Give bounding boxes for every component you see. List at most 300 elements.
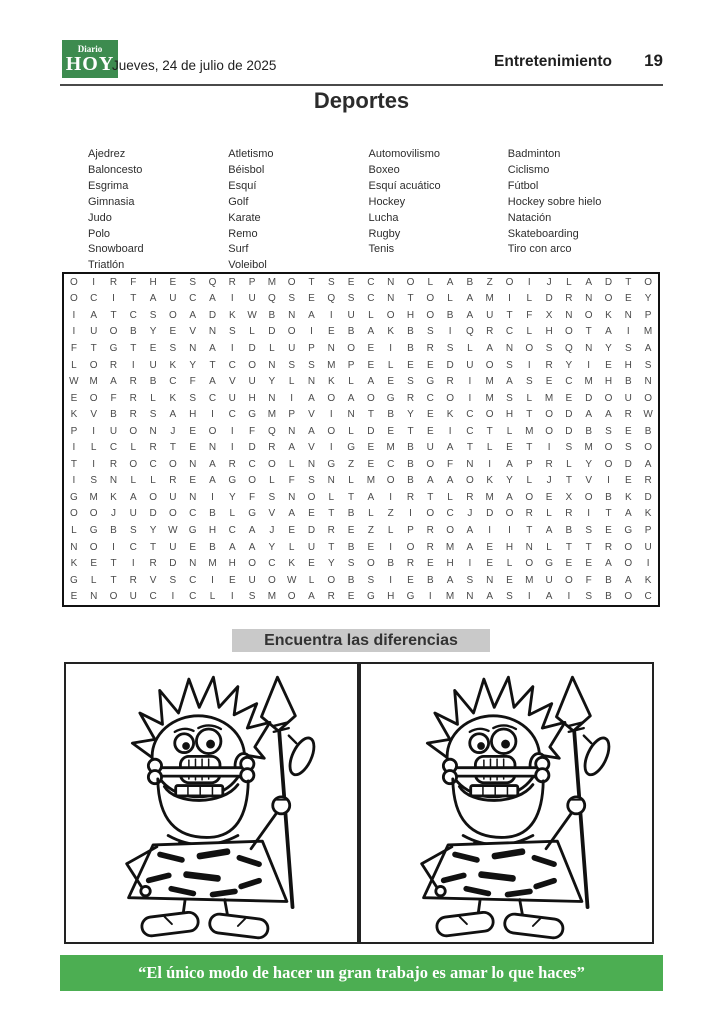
grid-cell: A [248,541,256,553]
grid-cell: D [248,342,256,354]
grid-cell: E [347,591,355,603]
word-list-column [369,147,508,274]
grid-cell: R [545,359,553,371]
grid-cell: T [209,359,216,371]
grid-cell: S [169,342,177,354]
grid-cell: A [446,475,454,487]
word-list-item: Polo [88,227,111,240]
grid-cell: L [387,359,394,371]
grid-cell: F [130,276,137,288]
grid-cell: P [70,425,78,437]
grid-cell: A [466,541,474,553]
grid-cell: O [268,574,276,586]
grid-cell: Y [327,558,335,570]
grid-cell: K [327,376,335,388]
grid-cell: C [189,293,197,305]
grid-cell: D [565,409,573,421]
grid-cell: I [587,359,591,371]
grid-cell: S [605,425,612,437]
grid-cell: O [287,326,296,338]
grid-cell: T [150,541,157,553]
grid-cell: N [189,491,197,503]
grid-cell: O [89,541,98,553]
page-number: 19 [644,51,663,70]
grid-cell: O [624,558,633,570]
grid-cell: S [228,326,236,338]
grid-cell: I [488,458,492,470]
grid-cell: I [112,541,115,553]
grid-cell: W [643,409,653,421]
grid-cell: R [129,409,137,421]
grid-cell: O [485,359,494,371]
grid-cell: R [268,442,276,454]
grid-cell: G [327,458,336,470]
grid-cell: R [446,376,454,388]
grid-cell: R [604,541,613,553]
grid-cell: B [407,458,414,470]
word-search-grid [64,274,658,605]
grid-cell: D [486,508,494,520]
grid-cell: T [169,442,176,454]
grid-cell: T [367,409,374,421]
grid-cell: K [70,558,78,570]
grid-cell: C [228,525,236,537]
grid-cell: R [486,326,494,338]
grid-cell: T [90,342,97,354]
grid-cell: C [565,376,573,388]
grid-cell: A [129,491,137,503]
grid-cell: L [288,376,295,388]
grid-cell: A [466,293,474,305]
grid-cell: Y [268,376,276,388]
grid-cell: T [70,458,77,470]
grid-cell: N [307,458,316,470]
grid-cell: H [248,392,256,404]
word-list-item: Voleibol [228,259,267,272]
grid-cell: O [89,392,98,404]
grid-cell: L [368,309,374,321]
word-list-item: Snowboard [88,243,144,256]
grid-cell: O [386,475,395,487]
grid-cell: N [70,541,78,553]
grid-cell: N [189,458,197,470]
grid-cell: I [211,409,214,421]
grid-cell: T [328,541,335,553]
grid-cell: A [209,376,216,388]
grid-cell: L [467,342,473,354]
word-search-box [62,272,660,607]
grid-cell: P [288,409,296,421]
grid-cell: I [72,309,76,321]
grid-cell: I [488,525,492,537]
grid-cell: V [228,376,236,388]
grid-cell: X [545,309,553,321]
grid-cell: D [446,359,454,371]
grid-cell: L [209,591,216,603]
grid-cell: E [426,409,434,421]
grid-cell: I [468,558,472,570]
grid-cell: S [189,392,197,404]
grid-cell: C [505,326,514,338]
grid-cell: O [644,442,652,454]
grid-cell: E [367,458,375,470]
grid-cell: L [526,326,533,338]
grid-cell: I [329,409,333,421]
grid-cell: E [189,425,197,437]
grid-cell: A [308,425,315,437]
grid-cell: B [446,309,454,321]
grid-cell: A [486,342,494,354]
grid-cell: N [327,475,335,487]
grid-cell: R [327,591,335,603]
grid-cell: F [585,574,592,586]
grid-cell: S [90,475,98,487]
grid-cell: A [209,458,216,470]
grid-cell: D [149,508,157,520]
grid-cell: L [447,293,453,305]
grid-cell: M [544,392,554,404]
grid-cell: E [565,392,573,404]
grid-cell: K [644,574,652,586]
grid-cell: D [169,558,177,570]
grid-cell: L [288,541,295,553]
grid-cell: S [446,342,454,354]
grid-cell: E [624,293,632,305]
grid-cell: I [409,508,412,520]
grid-cell: A [228,541,236,553]
grid-cell: R [426,342,434,354]
grid-cell: K [605,309,612,321]
grid-cell: M [584,376,593,388]
grid-cell: O [169,458,177,470]
grid-cell: E [387,376,395,388]
grid-cell: D [307,525,316,537]
grid-cell: I [527,359,531,371]
grid-cell: O [545,409,553,421]
grid-cell: I [329,309,333,321]
grid-cell: T [585,326,592,338]
grid-cell: O [109,326,118,338]
grid-cell: M [525,574,534,586]
grid-cell: H [149,276,157,288]
grid-cell: L [387,525,394,537]
grid-cell: U [248,574,256,586]
grid-cell: V [149,574,157,586]
grid-cell: I [607,475,610,487]
grid-cell: G [70,574,78,586]
grid-cell: M [485,293,494,305]
grid-cell: L [427,276,434,288]
grid-cell: B [407,326,414,338]
grid-cell: O [406,276,415,288]
grid-cell: K [486,475,494,487]
grid-cell: D [604,276,613,288]
grid-cell: L [447,491,453,503]
grid-cell: M [267,591,277,603]
grid-cell: T [565,541,572,553]
grid-cell: O [565,326,573,338]
grid-cell: A [605,326,612,338]
grid-cell: S [545,342,553,354]
grid-cell: M [643,326,653,338]
grid-cell: M [208,558,217,570]
grid-cell: M [525,425,534,437]
word-list-column [228,147,368,274]
grid-cell: N [624,309,632,321]
caveman-drawing [66,664,357,942]
grid-cell: K [169,392,177,404]
grid-cell: H [505,409,514,421]
grid-cell: A [110,376,117,388]
grid-cell: I [72,475,76,487]
grid-cell: I [92,425,96,437]
grid-cell: L [130,475,137,487]
grid-cell: O [644,276,652,288]
grid-cell: E [506,442,513,454]
grid-cell: O [208,425,217,437]
grid-cell: C [109,442,118,454]
word-list-item: Tiro con arco [507,243,572,256]
grid-cell: A [644,342,652,354]
grid-cell: S [288,359,296,371]
grid-cell: B [624,376,632,388]
differences-image-left [64,662,359,944]
quote-text: “El único modo de hacer un gran trabajo es amar lo que haces” [138,963,585,982]
grid-cell: I [389,541,393,553]
grid-cell: I [547,442,551,454]
grid-cell: Y [506,475,513,487]
grid-cell: E [486,558,494,570]
grid-cell: E [605,359,612,371]
grid-cell: E [347,276,355,288]
grid-cell: O [525,558,534,570]
grid-cell: E [149,342,157,354]
grid-cell: N [288,309,296,321]
grid-cell: A [288,508,296,520]
grid-cell: T [110,309,117,321]
grid-cell: O [327,392,336,404]
grid-cell: R [466,491,474,503]
grid-cell: C [208,392,217,404]
grid-cell: M [89,491,98,503]
grid-cell: N [189,342,197,354]
grid-cell: Y [605,342,612,354]
grid-cell: E [387,425,395,437]
grid-cell: E [565,558,573,570]
grid-cell: B [268,309,276,321]
grid-cell: L [229,508,236,520]
grid-cell: S [624,342,632,354]
grid-cell: C [268,558,276,570]
grid-cell: O [624,541,633,553]
grid-cell: L [269,342,275,354]
grid-cell: V [308,409,315,421]
grid-cell: I [646,558,650,570]
grid-cell: M [485,392,494,404]
grid-cell: I [131,359,135,371]
grid-cell: R [624,409,632,421]
grid-cell: C [446,508,454,520]
word-list-item: Natación [507,211,552,224]
grid-cell: Q [565,342,573,354]
grid-cell: U [248,293,256,305]
header-rule [60,84,663,86]
grid-cell: B [605,491,612,503]
grid-cell: A [90,309,98,321]
grid-cell: A [624,574,632,586]
grid-cell: I [468,376,472,388]
grid-cell: N [387,293,395,305]
grid-cell: N [208,442,217,454]
grid-cell: S [268,491,276,503]
grid-cell: I [310,326,313,338]
grid-cell: N [585,342,593,354]
grid-cell: A [347,392,355,404]
grid-cell: M [386,442,395,454]
grid-cell: U [288,342,296,354]
grid-cell: A [644,458,652,470]
grid-cell: S [149,409,157,421]
grid-cell: V [90,409,98,421]
grid-cell: L [546,541,552,553]
grid-cell: N [347,409,355,421]
grid-cell: P [308,342,315,354]
grid-cell: O [367,558,375,570]
grid-cell: Q [327,293,336,305]
grid-cell: S [585,591,593,603]
word-list-item: Karate [228,211,261,224]
grid-cell: A [189,309,197,321]
grid-cell: R [565,293,573,305]
grid-cell: N [109,475,118,487]
grid-cell: B [407,442,414,454]
grid-cell: H [624,359,632,371]
word-list-item: Badminton [507,148,561,160]
grid-cell: T [585,541,592,553]
grid-cell: S [347,293,355,305]
grid-cell: I [626,326,630,338]
grid-cell: A [209,342,216,354]
grid-cell: K [624,491,632,503]
grid-cell: L [150,392,156,404]
grid-cell: O [446,392,454,404]
grid-cell: E [426,558,434,570]
grid-cell: I [92,458,96,470]
grid-cell: N [466,458,474,470]
word-list-item: Boxeo [368,163,400,176]
grid-cell: K [644,508,652,520]
grid-cell: E [506,574,513,586]
grid-cell: N [149,425,157,437]
grid-cell: D [644,491,652,503]
grid-cell: T [565,475,572,487]
grid-cell: E [169,326,177,338]
grid-cell: R [228,458,236,470]
word-list-item: Atletismo [228,148,274,160]
grid-cell: C [228,409,236,421]
grid-cell: A [446,276,454,288]
grid-cell: W [247,309,257,321]
grid-cell: U [248,376,256,388]
grid-cell: K [387,326,395,338]
grid-cell: B [110,409,117,421]
grid-cell: F [288,475,295,487]
grid-cell: C [129,541,137,553]
word-list-item: Ciclismo [507,163,550,176]
grid-cell: O [584,309,593,321]
grid-cell: D [565,425,573,437]
grid-cell: O [248,475,256,487]
grid-cell: A [605,409,612,421]
grid-cell: S [466,574,474,586]
grid-cell: K [169,359,177,371]
grid-cell: U [109,425,118,437]
grid-cell: D [248,442,256,454]
grid-cell: U [169,491,177,503]
grid-cell: O [89,508,98,520]
grid-cell: L [308,574,315,586]
grid-cell: H [604,376,613,388]
grid-cell: G [188,525,197,537]
grid-cell: E [347,525,355,537]
grid-cell: E [545,491,553,503]
grid-cell: L [150,475,156,487]
grid-cell: I [112,293,115,305]
grid-cell: I [230,293,234,305]
grid-cell: S [327,276,335,288]
grid-cell: B [347,326,355,338]
grid-cell: E [585,558,593,570]
grid-cell: H [228,558,236,570]
grid-cell: H [189,409,197,421]
grid-cell: O [89,359,98,371]
word-list-item: Hockey [368,195,406,208]
grid-cell: O [327,425,336,437]
grid-cell: E [90,558,98,570]
grid-cell: O [386,309,395,321]
grid-cell: V [189,326,197,338]
grid-cell: I [211,574,214,586]
differences-image-right [359,662,654,944]
grid-cell: A [585,276,593,288]
grid-cell: B [565,525,573,537]
grid-cell: C [189,574,197,586]
grid-cell: M [327,359,336,371]
grid-cell: N [327,342,335,354]
grid-cell: O [545,425,553,437]
grid-cell: E [426,425,434,437]
grid-cell: T [308,276,315,288]
grid-cell: L [526,293,533,305]
grid-cell: B [407,475,414,487]
grid-cell: T [625,276,632,288]
grid-cell: O [406,541,415,553]
grid-cell: E [624,475,632,487]
grid-cell: R [644,475,652,487]
grid-cell: M [366,475,376,487]
grid-cell: O [604,458,613,470]
grid-cell: A [545,525,553,537]
grid-cell: U [545,574,553,586]
grid-cell: S [644,359,652,371]
grid-cell: R [565,508,573,520]
word-list-item: Lucha [368,211,399,224]
grid-cell: G [109,342,118,354]
grid-cell: S [189,276,197,288]
grid-cell: O [466,475,474,487]
grid-cell: O [485,409,494,421]
grid-cell: O [446,525,454,537]
